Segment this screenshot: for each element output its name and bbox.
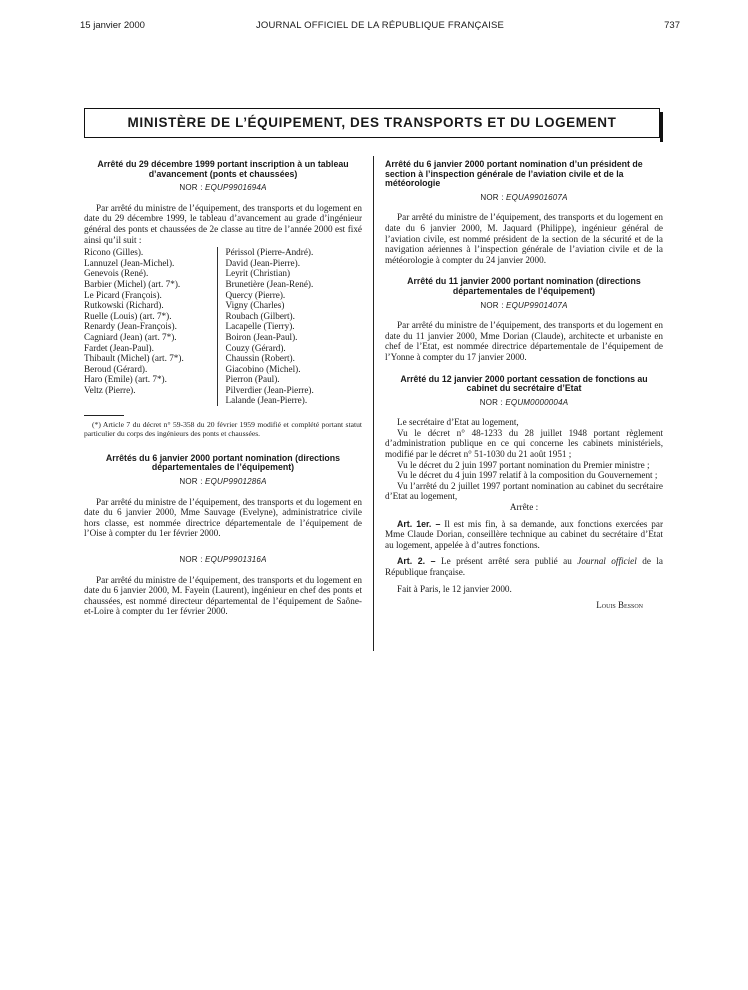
name-entry: Périssol (Pierre-André). bbox=[225, 247, 314, 258]
ministry-title-box bbox=[84, 108, 660, 138]
name-entry: Barbier (Michel) (art. 7*). bbox=[84, 278, 181, 289]
nor-reference: NOR : EQUP9901286A bbox=[179, 477, 267, 487]
name-entry: Quercy (Pierre). bbox=[225, 289, 286, 300]
header-journal-title: JOURNAL OFFICIEL DE LA RÉPUBLIQUE FRANÇAISE bbox=[255, 20, 505, 31]
name-entry: Beroud (Gérard). bbox=[84, 363, 148, 374]
name-entry: Roubach (Gilbert). bbox=[225, 310, 295, 321]
name-entry: Fardet (Jean-Paul). bbox=[84, 342, 154, 353]
name-entry: Le Picard (François). bbox=[84, 289, 162, 300]
article-paragraph: Par arrêté du ministre de l’équipement, des transports et du logement en date du 6 janvier 2000, M. Jaquard (Philippe), ingénieur général de l’aviation civile, est nommé président de la section de la sécurité et de la navigation aériennes à l’inspection générale de l’aviation civile et de la météorologie à compter du 24 janvier 2000. bbox=[385, 212, 663, 265]
article-paragraph: Par arrêté du ministre de l’équipement, des transports et du logement en date du 11 janvier 2000, Mme Dorian (Claude), architecte et urbaniste en chef de l’Etat, est nommée directrice départementale de l’équipement de l’Yonne à compter du 17 janvier 2000. bbox=[385, 320, 663, 362]
header-page-number: 737 bbox=[664, 20, 680, 31]
name-entry: Brunetière (Jean-René). bbox=[225, 278, 314, 289]
name-entry: Lannuzel (Jean-Michel). bbox=[84, 257, 175, 268]
right-column bbox=[385, 160, 663, 611]
name-entry: Boiron (Jean-Paul). bbox=[225, 331, 298, 342]
left-column bbox=[84, 160, 362, 617]
name-list-column-2 bbox=[217, 247, 363, 406]
name-entry: Cagniard (Jean) (art. 7*). bbox=[84, 331, 177, 342]
ministry-title: MINISTÈRE DE L’ÉQUIPEMENT, DES TRANSPORTS ET DU LOGEMENT bbox=[127, 115, 617, 130]
article-title: Arrêté du 11 janvier 2000 portant nomination (directions départementales de l’équipement) bbox=[407, 276, 641, 296]
column-divider bbox=[373, 156, 374, 651]
article-paragraph: Vu l’arrêté du 2 juillet 1997 portant nomination au cabinet du secrétaire d’Etat au logement, bbox=[385, 480, 663, 502]
name-entry: Pilverdier (Jean-Pierre). bbox=[225, 384, 314, 395]
article-title: Arrêté du 6 janvier 2000 portant nomination d’un président de section à l’inspection générale de l’aviation civile et de la météorologie bbox=[385, 159, 643, 189]
article-paragraph: Le secrétaire d’Etat au logement, bbox=[397, 417, 519, 428]
name-entry: Veltz (Pierre). bbox=[84, 384, 136, 395]
signature: Louis Besson bbox=[596, 600, 643, 611]
article-2: Art. 2. – Le présent arrêté sera publié au Journal officiel de la République française. bbox=[385, 556, 664, 577]
name-list bbox=[84, 247, 362, 406]
header-date: 15 janvier 2000 bbox=[80, 20, 145, 31]
name-entry: Couzy (Gérard). bbox=[225, 342, 286, 353]
footnote: (*) Article 7 du décret n° 59-358 du 20 février 1959 modifié et complété portant statut particulier du corps des ingénieurs des ponts et chaussées. bbox=[84, 419, 362, 438]
article-paragraph: Par arrêté du ministre de l’équipement, des transports et du logement en date du 6 janvier 2000, M. Fayein (Laurent), ingénieur en chef des ponts et chaussées, est nommé directeur départemental de l’équipement de Saône-et-Loire à compter du 1er février 2000. bbox=[84, 574, 362, 617]
name-entry: Haro (Emile) (art. 7*). bbox=[84, 374, 167, 385]
name-entry: Vigny (Charles) bbox=[225, 300, 285, 311]
article-title: Arrêté du 29 décembre 1999 portant inscription à un tableau d’avancement (ponts et chaussées) bbox=[97, 159, 349, 179]
name-entry: Giacobino (Michel). bbox=[225, 363, 301, 374]
page-header bbox=[80, 20, 680, 34]
arrete-heading: Arrête : bbox=[509, 502, 539, 513]
name-entry: Pierron (Paul). bbox=[225, 374, 280, 385]
nor-reference: NOR : EQUP9901694A bbox=[179, 183, 267, 193]
name-entry: Ricono (Gilles). bbox=[84, 247, 144, 258]
article-paragraph: Vu le décret du 2 juin 1997 portant nomination du Premier ministre ; bbox=[397, 459, 650, 470]
name-entry: Chaussin (Robert). bbox=[225, 353, 295, 364]
article-title: Arrêtés du 6 janvier 2000 portant nomination (directions départementales de l’équipement) bbox=[105, 452, 341, 473]
name-entry: Lalande (Jean-Pierre). bbox=[225, 395, 308, 406]
name-entry: Leyrit (Christian) bbox=[225, 268, 291, 279]
name-entry: Thibault (Michel) (art. 7*). bbox=[84, 353, 184, 364]
name-entry: Ruelle (Louis) (art. 7*). bbox=[84, 310, 172, 321]
article-1: Art. 1er. – Il est mis fin, à sa demande, aux fonctions exercées par Mme Claude Dorian, conseillère technique au cabinet du secrétaire d’Etat au logement, appelée à d’autres fonctions. bbox=[385, 518, 664, 550]
name-entry: Lacapelle (Tierry). bbox=[225, 321, 295, 332]
footnote-rule bbox=[84, 415, 124, 416]
article-paragraph: Par arrêté du ministre de l’équipement, des transports et du logement en date du 29 décembre 1999, le tableau d’avancement au grade d’ingénieur général des ponts et chaussées de 2e classe au titre de l’année 2000 est fixé ainsi qu’il suit : bbox=[84, 202, 362, 245]
nor-reference: NOR : EQUM0000004A bbox=[479, 397, 569, 407]
name-entry: Genevois (René). bbox=[84, 268, 149, 279]
name-entry: David (Jean-Pierre). bbox=[225, 257, 300, 268]
article-paragraph: Vu le décret n° 48-1233 du 28 juillet 1948 portant règlement d’administration publique en ce qui concerne les cabinets ministériels, modifié par le décret n° 51-1030 du 21 août 1951 ; bbox=[385, 427, 663, 460]
nor-reference: NOR : EQUP9901407A bbox=[480, 300, 568, 310]
article-paragraph: Par arrêté du ministre de l’équipement, des transports et du logement en date du 6 janvier 2000, Mme Sauvage (Evelyne), administratrice civile hors classe, est nommée directrice départementale de l’équipement de l’Oise à compter du 1er février 2000. bbox=[84, 496, 362, 539]
fait-a-paris: Fait à Paris, le 12 janvier 2000. bbox=[397, 583, 512, 594]
name-entry: Rutkowski (Richard). bbox=[84, 300, 164, 311]
nor-reference: NOR : EQUP9901316A bbox=[179, 555, 267, 565]
nor-reference: NOR : EQUA9901607A bbox=[480, 192, 568, 202]
article-title: Arrêté du 12 janvier 2000 portant cessation de fonctions au cabinet du secrétaire d’Etat bbox=[400, 373, 648, 394]
article-paragraph: Vu le décret du 4 juin 1997 relatif à la composition du Gouvernement ; bbox=[397, 470, 658, 481]
name-entry: Renardy (Jean-François). bbox=[84, 321, 177, 332]
name-list-column-1 bbox=[84, 247, 221, 406]
